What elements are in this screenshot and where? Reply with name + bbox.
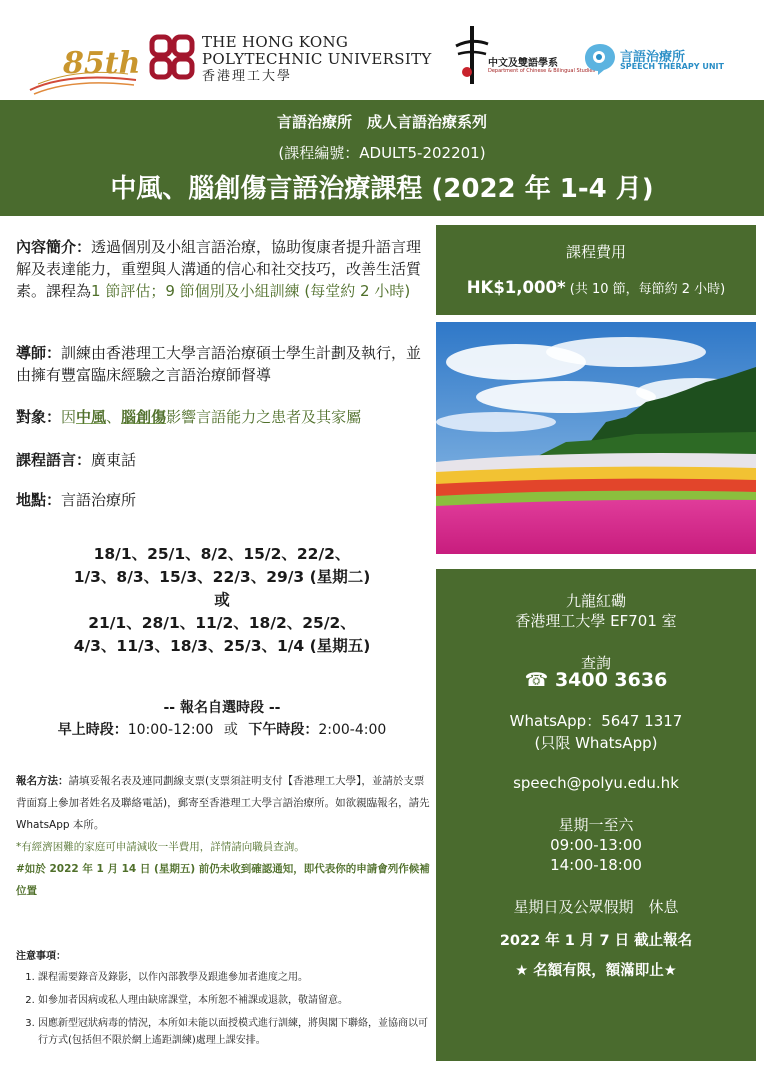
polyu-emblem-icon: [148, 33, 196, 81]
tutor-section: [16, 342, 428, 386]
note-item: 2. 如參加者因病或私人理由缺席課堂，本所恕不補課或退款，敬請留意。: [38, 992, 432, 1009]
notes-heading: 注意事項：: [16, 951, 66, 962]
closed-note: 星期日及公眾假期 休息: [513, 898, 679, 916]
office-days: 星期一至六: [558, 816, 634, 834]
registration-label: 報名方法：: [16, 775, 69, 787]
office-hours-2: 14:00-18:00: [550, 856, 642, 874]
dept-name-zh: 中文及雙語學系: [488, 58, 558, 69]
target-post: 影響言語能力之患者及其家屬: [166, 408, 362, 426]
85th-anniversary-logo: [28, 40, 143, 100]
tuesday-dates-1: 18/1、25/1、8/2、15/2、22/2、: [93, 545, 351, 563]
info-box: [436, 569, 756, 1061]
series-title: 言語治療所 成人言語治療系列: [276, 113, 487, 131]
fee-label: 課程費用: [565, 243, 626, 261]
target-brain-injury: 腦創傷: [121, 408, 167, 426]
dates-or: 或: [214, 591, 230, 609]
target-stroke: 中風: [76, 408, 107, 426]
email-link[interactable]: speech@polyu.edu.hk: [513, 774, 679, 792]
schedule-dates: [16, 543, 428, 658]
venue-section: [16, 489, 428, 511]
notes-section: [16, 948, 432, 1055]
target-section: [16, 406, 428, 428]
anniversary-text: 85th: [63, 46, 141, 81]
office-hours-1: 09:00-13:00: [550, 836, 642, 854]
flower-field-photo: [436, 322, 756, 554]
swoosh-icon: [28, 70, 138, 96]
unit-name-en: SPEECH THERAPY UNIT: [620, 62, 724, 71]
location-region: 九龍紅磡: [565, 592, 626, 610]
note-item: 1. 課程需要錄音及錄影，以作內部教學及跟進參加者進度之用。: [38, 969, 432, 986]
speech-therapy-unit-logo: [582, 38, 732, 78]
subsidy-note: *有經濟困難的家庭可申請減收一半費用，詳情請向職員查詢。: [16, 841, 305, 853]
morning-label: 早上時段：: [57, 722, 128, 738]
university-name-zh: 香港理工大學: [202, 69, 293, 84]
intro-text: 透過個別及小組言語治療，協助復康者提升語言理解及表達能力，重塑與人溝通的信心和社交技巧，改善生活質素。課程為: [16, 238, 422, 300]
notes-list: [16, 969, 432, 1049]
target-label: 對象：: [16, 408, 62, 426]
whatsapp-number[interactable]: WhatsApp：5647 1317: [509, 712, 683, 730]
venue-label: 地點：: [16, 491, 62, 509]
afternoon-time: 2:00-4:00: [318, 722, 387, 738]
language-label: 課程語言：: [16, 451, 92, 469]
venue-text: 言語治療所: [61, 491, 137, 509]
fee-detail: (共 10 節，每節約 2 小時): [565, 282, 726, 297]
morning-time: 10:00-12:00: [127, 722, 214, 738]
phone-number[interactable]: ☎ 3400 3636: [524, 669, 668, 691]
fee-box: [436, 225, 756, 315]
intro-highlight: 1 節評估；9 節個別及小組訓練 (每堂約 2 小時): [91, 282, 411, 300]
registration-section: [16, 770, 432, 902]
registration-text: 請填妥報名表及連同劃線支票(支票須註明支付【香港理工大學】，並請於支票背面寫上參加者姓名及聯絡電話)，郵寄至香港理工大學言語治療所。如欲親臨報名，請先 WhatsApp 本所。: [16, 775, 430, 831]
location-room: 香港理工大學 EF701 室: [515, 612, 677, 630]
university-name-en-2: POLYTECHNIC UNIVERSITY: [202, 50, 432, 68]
fee-amount: HK$1,000*: [466, 278, 566, 297]
registration-method: [16, 770, 432, 836]
enquiry-label: 查詢: [580, 654, 611, 672]
speech-bubble-icon: [582, 40, 618, 76]
intro-section: [16, 236, 428, 302]
friday-dates-1: 21/1、28/1、11/2、18/2、25/2、: [88, 614, 356, 632]
limited-places: ★ 名額有限，額滿即止★: [515, 963, 677, 979]
timeslots-section: [16, 697, 428, 741]
waitlist-note: #如於 2022 年 1 月 14 日 (星期五) 前仍未收到確認通知，即代表你的申請會列作候補位置: [16, 863, 430, 897]
whatsapp-note: (只限 WhatsApp): [534, 734, 658, 752]
friday-dates-2: 4/3、11/3、18/3、25/3、1/4 (星期五): [73, 637, 371, 655]
tutor-text: 訓練由香港理工大學言語治療碩士學生計劃及執行，並由擁有豐富臨床經驗之言語治療師督導: [16, 344, 422, 384]
language-text: 廣東話: [91, 451, 137, 469]
university-name-en-1: THE HONG KONG: [202, 33, 349, 51]
timeslots-line: [16, 719, 428, 741]
course-title: 中風、腦創傷言語治療課程 (2022 年 1-4 月): [110, 174, 654, 204]
tuesday-dates-2: 1/3、8/3、15/3、22/3、29/3 (星期二): [73, 568, 371, 586]
fee-line: [436, 278, 756, 297]
target-sep: 、: [106, 408, 122, 426]
registration-deadline: 2022 年 1 月 7 日 截止報名: [499, 933, 693, 949]
note-item: 3. 因應新型冠狀病毒的情況，本所如未能以面授模式進行訓練，將與閣下聯絡，並協商以可行方式(包括但不限於網上遙距訓練)處理上課安排。: [38, 1015, 432, 1049]
calligraphy-icon: [452, 24, 492, 90]
unit-name-zh: 言語治療所: [620, 50, 686, 65]
dept-name-en: Department of Chinese & Bilingual Studies: [488, 68, 596, 74]
course-code: (課程編號：ADULT5-202201): [278, 144, 486, 162]
language-section: [16, 449, 428, 471]
department-logo: [452, 24, 596, 90]
timeslot-or: 或: [223, 722, 238, 738]
target-pre: 因: [61, 408, 77, 426]
timeslots-heading: -- 報名自選時段 --: [163, 700, 281, 716]
afternoon-label: 下午時段：: [248, 722, 319, 738]
title-banner: [0, 100, 764, 216]
university-name: [202, 34, 432, 85]
tutor-label: 導師：: [16, 344, 62, 362]
intro-label: 內容簡介：: [16, 238, 92, 256]
